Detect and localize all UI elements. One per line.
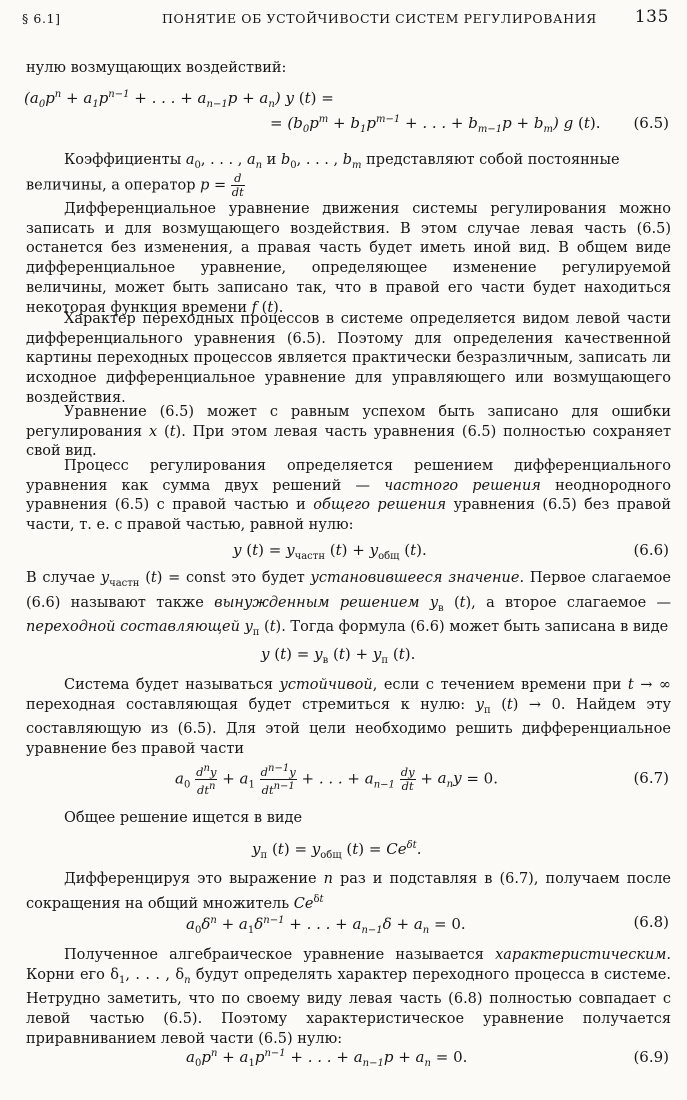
paragraph-operator: величины, а оператор p = $\frac{d}{dt}$ bbox=[26, 171, 244, 199]
section-ref: § 6.1] bbox=[22, 11, 61, 26]
equation-number: (6.5) bbox=[633, 114, 669, 132]
paragraph-error-equation: Уравнение (6.5) может с равным успехом быть записано для ошибки регулирования x (t). При этом левая часть уравнения (6.5) полностью сохраняет свой вид. bbox=[26, 404, 671, 460]
paragraph-stability-definition: Система будет называться устойчивой, если с течением времени при t → ∞ переходная составляющая будет стремиться к нулю: $y_п$ (t) → 0. Найдем эту составляющую из (6.5). Для этой цели необходимо решить дифференциальное уравнение без правой части bbox=[26, 677, 672, 757]
paragraph-coefficients: Коэффициенты $a_0$, . . . , $a_n$ и $b_0$, . . . , $b_m$ представляют собой постоянные bbox=[64, 152, 620, 171]
paragraph-differential-equation: Дифференциальное уравнение движения системы регулирования можно записать и для возмущающего воздействия. В этом случае левая часть (6.5) останется без изменения, а правая часть будет иметь иной вид. В общем виде дифференциальное уравнение, определяющее изменение регулируемой величины, может быть записано так, что в правой его части будет находиться некоторая функция времени f (t). bbox=[26, 201, 671, 316]
equation-6-8: $a_0\delta^n + a_1\delta^{n-1}$ + . . . + $a_{n-1}\delta + a_n = 0$. bbox=[186, 915, 466, 936]
equation-6-7: $a_0$ $\frac{d^ny}{dt^n}$ + $a_1$ $\frac{d^{n-1}y}{dt^{n-1}}$ + . . . + $a_{n-1}$ $\frac{dy}{dt}$ + $a_ny = 0$. bbox=[175, 763, 498, 797]
equation-6-5-line1: ($a_0p^n + a_1p^{n-1}$ + . . . + $a_{n-1}p + a_n$) y (t) = bbox=[24, 89, 334, 110]
equation-sum-components: y $(t) = y_в$ $(t) + y_п$ (t). bbox=[261, 645, 416, 666]
page-header bbox=[22, 9, 669, 31]
equation-number: (6.8) bbox=[633, 913, 669, 931]
equation-6-9: $a_0p^n + a_1p^{n-1}$ + . . . + $a_{n-1}p + a_n = 0$. bbox=[186, 1048, 468, 1069]
running-title: ПОНЯТИЕ ОБ УСТОЙЧИВОСТИ СИСТЕМ РЕГУЛИРОВАНИЯ bbox=[162, 11, 597, 26]
paragraph-transient-character: Характер переходных процессов в системе определяется видом левой части дифференциального уравнения (6.5). Поэтому для определения качественной картины переходных процессов является практически безразличным, записать ли исходное дифференциальное уравнение для управляющего или возмущающего воздействия. bbox=[26, 311, 671, 406]
equation-6-5-line2: = ($b_0p^m + b_1p^{m-1}$ + . . . + $b_{m-1}p + b_m$) g (t). bbox=[270, 114, 601, 135]
paragraph-differentiation: Дифференцируя это выражение n раз и подставляя в (6.7), получаем после сокращения на общий множитель $Ce^{\delta t}$ bbox=[26, 871, 671, 912]
equation-number: (6.7) bbox=[633, 769, 669, 787]
paragraph-steady-state: В случае $y_{частн}$ (t) = const это будет установившееся значение. Первое слагаемое (6.6) называют также вынужденным решением $y_в$ (t), а второе слагаемое — переходной составляющей $y_п$ (t). Тогда формула (6.6) может быть записана в виде bbox=[26, 570, 672, 639]
equation-number: (6.6) bbox=[633, 541, 669, 559]
equation-exponential-solution: $y_п$ $(t) = y_{общ}$ $(t) = Ce^{\delta t}$. bbox=[252, 840, 422, 861]
fraction-d-dt: $\frac{d}{dt}$ bbox=[231, 171, 244, 199]
paragraph-characteristic-equation: Полученное алгебраическое уравнение называется характеристическим. Корни его $\delta_1$, . . . , $\delta_n$ будут определять характер переходного процесса в системе. Нетрудно заметить, что по своему виду левая часть (6.8) полностью совпадает с левой частью (6.5). Поэтому характеристическое уравнение получается приравниванием левой части (6.5) нулю: bbox=[26, 947, 672, 1047]
paragraph-regulation-process: Процесс регулирования определяется решением дифференциального уравнения как сумма двух решений — частного решения неоднородного уравнения (6.5) с правой частью и общего решения уравнения (6.5) без правой части, т. е. с правой частью, равной нулю: bbox=[26, 458, 672, 534]
paragraph-general-solution: Общее решение ищется в виде bbox=[64, 810, 303, 826]
equation-6-6: y $(t) = y_{частн}$ $(t) + y_{общ}$ (t). bbox=[233, 541, 427, 562]
equation-number: (6.9) bbox=[633, 1048, 669, 1066]
page-number: 135 bbox=[634, 7, 669, 27]
intro-line: нулю возмущающих воздействий: bbox=[26, 60, 287, 76]
